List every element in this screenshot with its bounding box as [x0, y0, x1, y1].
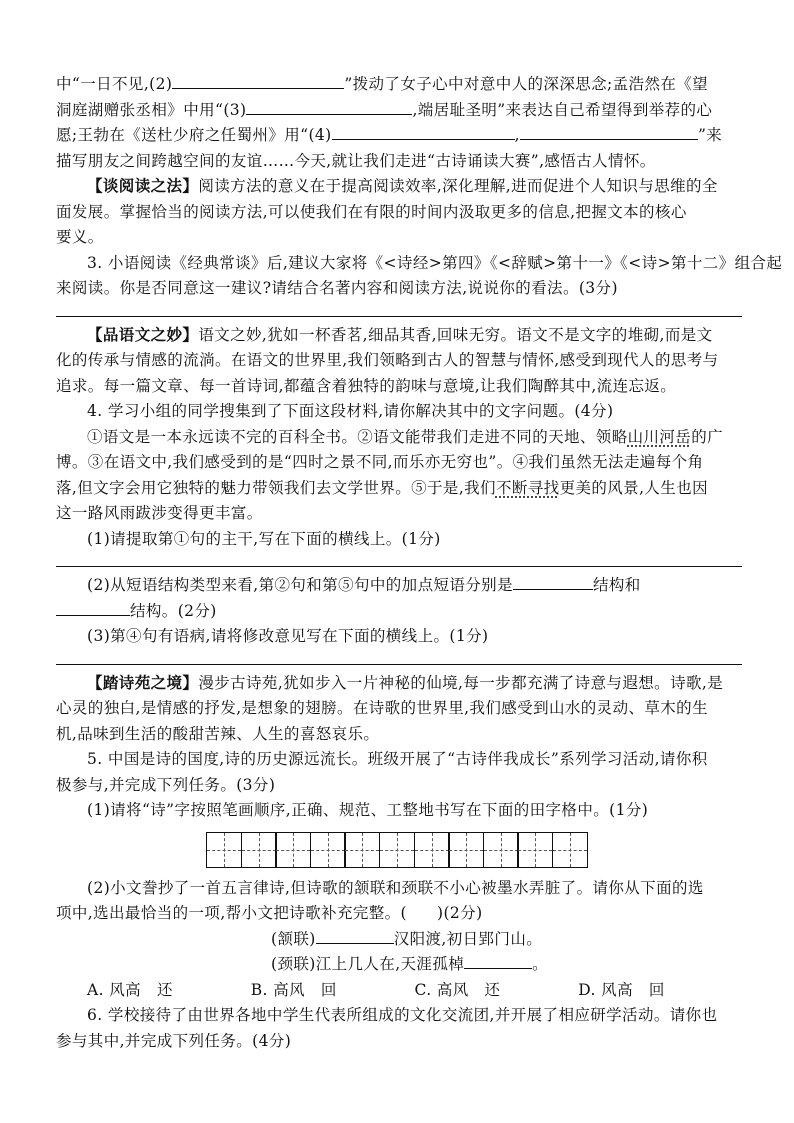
question-3-line-2: 来阅读。你是否同意这一建议?请结合名著内容和阅读方法,说说你的看法。(3分) [56, 279, 618, 297]
writing-cell[interactable] [379, 832, 415, 868]
answer-line-q4-3[interactable] [56, 650, 742, 665]
writing-cell[interactable] [517, 832, 553, 868]
answer-blank-2[interactable] [172, 72, 344, 89]
intro-line-1 [56, 72, 742, 98]
writing-cell[interactable] [310, 832, 346, 868]
section-heading: 【谈阅读之法】 [87, 177, 199, 195]
question-6: 6. 学校接待了由世界各地中学生代表所组成的文化交流团,并开展了相应研学活动。请你也 [87, 1006, 718, 1024]
section-poetry-line-2: 心灵的独白,是情感的抒发,是想象的翅膀。在诗歌的世界里,我们感受到山水的灵动、草木的生 [56, 699, 708, 717]
option-c[interactable]: C. 高风 还 [414, 980, 501, 999]
option-d[interactable]: D. 风高 回 [578, 980, 665, 999]
poem-text: 汉阳渡,初日郢门山。 [393, 929, 543, 948]
intro-text: ”拨动了女子心中对意中人的深深思念;孟浩然在《望 [344, 75, 709, 93]
question-5-line-2: 极参与,并完成下列任务。(3分) [56, 775, 276, 794]
intro-text: ,端居耻圣明”来表达自己希望得到举荐的心 [412, 100, 713, 119]
q5-sub-2: (2)小文誊抄了一首五言律诗,但诗歌的颔联和颈联不小心被墨水弄脏了。请你从下面的选 [87, 878, 704, 897]
intro-text: 愿;王勃在《送杜少府之任蜀州》用“(4) [56, 126, 332, 144]
writing-cell[interactable] [552, 832, 588, 868]
passage-text: 落,但文字会用它独特的魅力带领我们去文学世界。⑤于是,我们 [56, 478, 496, 497]
poem-text: 。 [532, 955, 549, 973]
sub-question-text: )(2分) [437, 904, 483, 922]
sub-question-text: 结构和 [593, 576, 641, 594]
poem-line-1 [56, 927, 742, 953]
dotted-phrase: 不断寻找 [495, 478, 560, 497]
section-reading-line-2: 面发展。掌握恰当的阅读方法,可以使我们在有限的时间内汲取更多的信息,把握文本的核心 [56, 202, 687, 221]
q5-options [56, 978, 742, 1004]
intro-text: , [514, 126, 520, 144]
section-heading: 【踏诗苑之境】 [87, 673, 199, 692]
sub-question-text: (2)从短语结构类型来看,第②句和第⑤句中的加点短语分别是 [87, 576, 513, 594]
writing-cell[interactable] [344, 832, 380, 868]
poem-line-2 [56, 952, 742, 978]
intro-text: 中“一日不见,(2) [56, 75, 173, 93]
exam-page [56, 72, 783, 1054]
section-text: 阅读方法的意义在于提高阅读效率,深化理解,进而促进个人知识与思维的全 [198, 177, 718, 195]
intro-line-3 [56, 123, 742, 149]
writing-cell[interactable] [241, 832, 277, 868]
question-3: 3. 小语阅读《经典常谈》后,建议大家将《<诗经>第四》《<辞赋>第十一》《<诗>第十二》组合起 [87, 253, 783, 272]
q4-passage-line-4: 这一路风雨跋涉变得更丰富。 [56, 504, 263, 522]
answer-blank-4b[interactable] [520, 123, 698, 140]
writing-cell[interactable] [483, 832, 519, 868]
answer-line-q4-1[interactable] [56, 552, 742, 567]
section-poetry [56, 671, 742, 697]
poem-blank-2 [464, 952, 532, 969]
dotted-phrase: 山川河岳 [627, 427, 692, 446]
poem-text: (颈联)江上几人在,天涯孤棹 [271, 955, 465, 973]
answer-blank-q4-2a[interactable] [513, 573, 593, 590]
q4-passage-line-1 [56, 425, 742, 451]
intro-line-2 [56, 98, 742, 124]
writing-cell[interactable] [414, 832, 450, 868]
passage-text: ①语文是一本永远读不完的百科全书。②语文能带我们走进不同的天地、领略 [87, 427, 628, 446]
q5-sub-1: (1)请将“诗”字按照笔画顺序,正确、规范、工整地书写在下面的田字格中。(1分) [87, 801, 649, 819]
section-language-line-2: 化的传承与情感的流淌。在语文的世界里,我们领略到古人的智慧与情怀,感受到现代人的思考与 [56, 351, 719, 369]
section-reading [56, 174, 742, 200]
passage-text: 的广 [691, 427, 724, 446]
q4-passage-line-3 [56, 476, 742, 502]
answer-blank-q4-2b[interactable] [56, 599, 130, 616]
section-text: 漫步古诗苑,犹如步入一片神秘的仙境,每一步都充满了诗意与遐想。诗歌,是 [198, 673, 724, 692]
section-reading-line-3: 要义。 [56, 228, 104, 246]
intro-text: ”来 [697, 126, 723, 144]
answer-blank-3[interactable] [246, 98, 412, 115]
writing-cell[interactable] [206, 832, 242, 868]
section-heading: 【品语文之妙】 [87, 325, 199, 344]
intro-line-4: 描写朋友之间跨越空间的友谊……今天,就让我们走进“古诗诵读大赛”,感悟古人情怀。 [56, 151, 656, 170]
q5-sub-2-line-2 [56, 901, 742, 927]
q4-sub-3: (3)第④句有语病,请将修改意见写在下面的横线上。(1分) [87, 627, 489, 645]
passage-text: 更美的风景,人生也因 [559, 478, 709, 497]
sub-question-text: 项中,选出最恰当的一项,帮小文把诗歌补充完整。( [56, 904, 408, 922]
section-text: 语文之妙,犹如一杯香茗,细品其香,回味无穷。语文不是文字的堆砌,而是文 [198, 325, 713, 344]
q4-sub-1: (1)请提取第①句的主干,写在下面的横线上。(1分) [87, 529, 441, 548]
tianzige-grid [206, 832, 742, 868]
section-language [56, 323, 742, 349]
question-4-stem: 4. 学习小组的同学搜集到了下面这段材料,请你解决其中的文字问题。(4分) [87, 402, 614, 420]
answer-line-q3[interactable] [56, 302, 742, 317]
option-a[interactable]: A. 风高 还 [87, 980, 173, 999]
section-language-line-3: 追求。每一篇文章、每一首诗词,都蕴含着独特的韵味与意境,让我们陶醉其中,流连忘返。 [56, 376, 677, 395]
poem-text: (颔联) [271, 929, 316, 948]
answer-blank-4a[interactable] [332, 123, 515, 140]
question-6-line-2: 参与其中,并完成下列任务。(4分) [56, 1031, 292, 1050]
poem-blank-1 [316, 927, 394, 944]
q4-sub-2-line-2 [56, 599, 742, 625]
question-5: 5. 中国是诗的国度,诗的历史源远流长。班级开展了“古诗伴我成长”系列学习活动,请你积 [87, 750, 708, 768]
option-b[interactable]: B. 高风 回 [250, 980, 337, 999]
writing-cell[interactable] [448, 832, 484, 868]
q4-sub-2 [56, 573, 742, 599]
writing-cell[interactable] [275, 832, 311, 868]
sub-question-text: 结构。(2分) [130, 601, 217, 620]
q4-passage-line-2: 博。③在语文中,我们感受到的是“四时之景不同,而乐亦无穷也”。④我们虽然无法走遍每个角 [56, 453, 704, 471]
section-poetry-line-3: 机,品味到生活的酸甜苦辣、人生的喜怒哀乐。 [56, 724, 380, 743]
intro-text: 洞庭湖赠张丞相》中用“(3) [56, 100, 247, 119]
